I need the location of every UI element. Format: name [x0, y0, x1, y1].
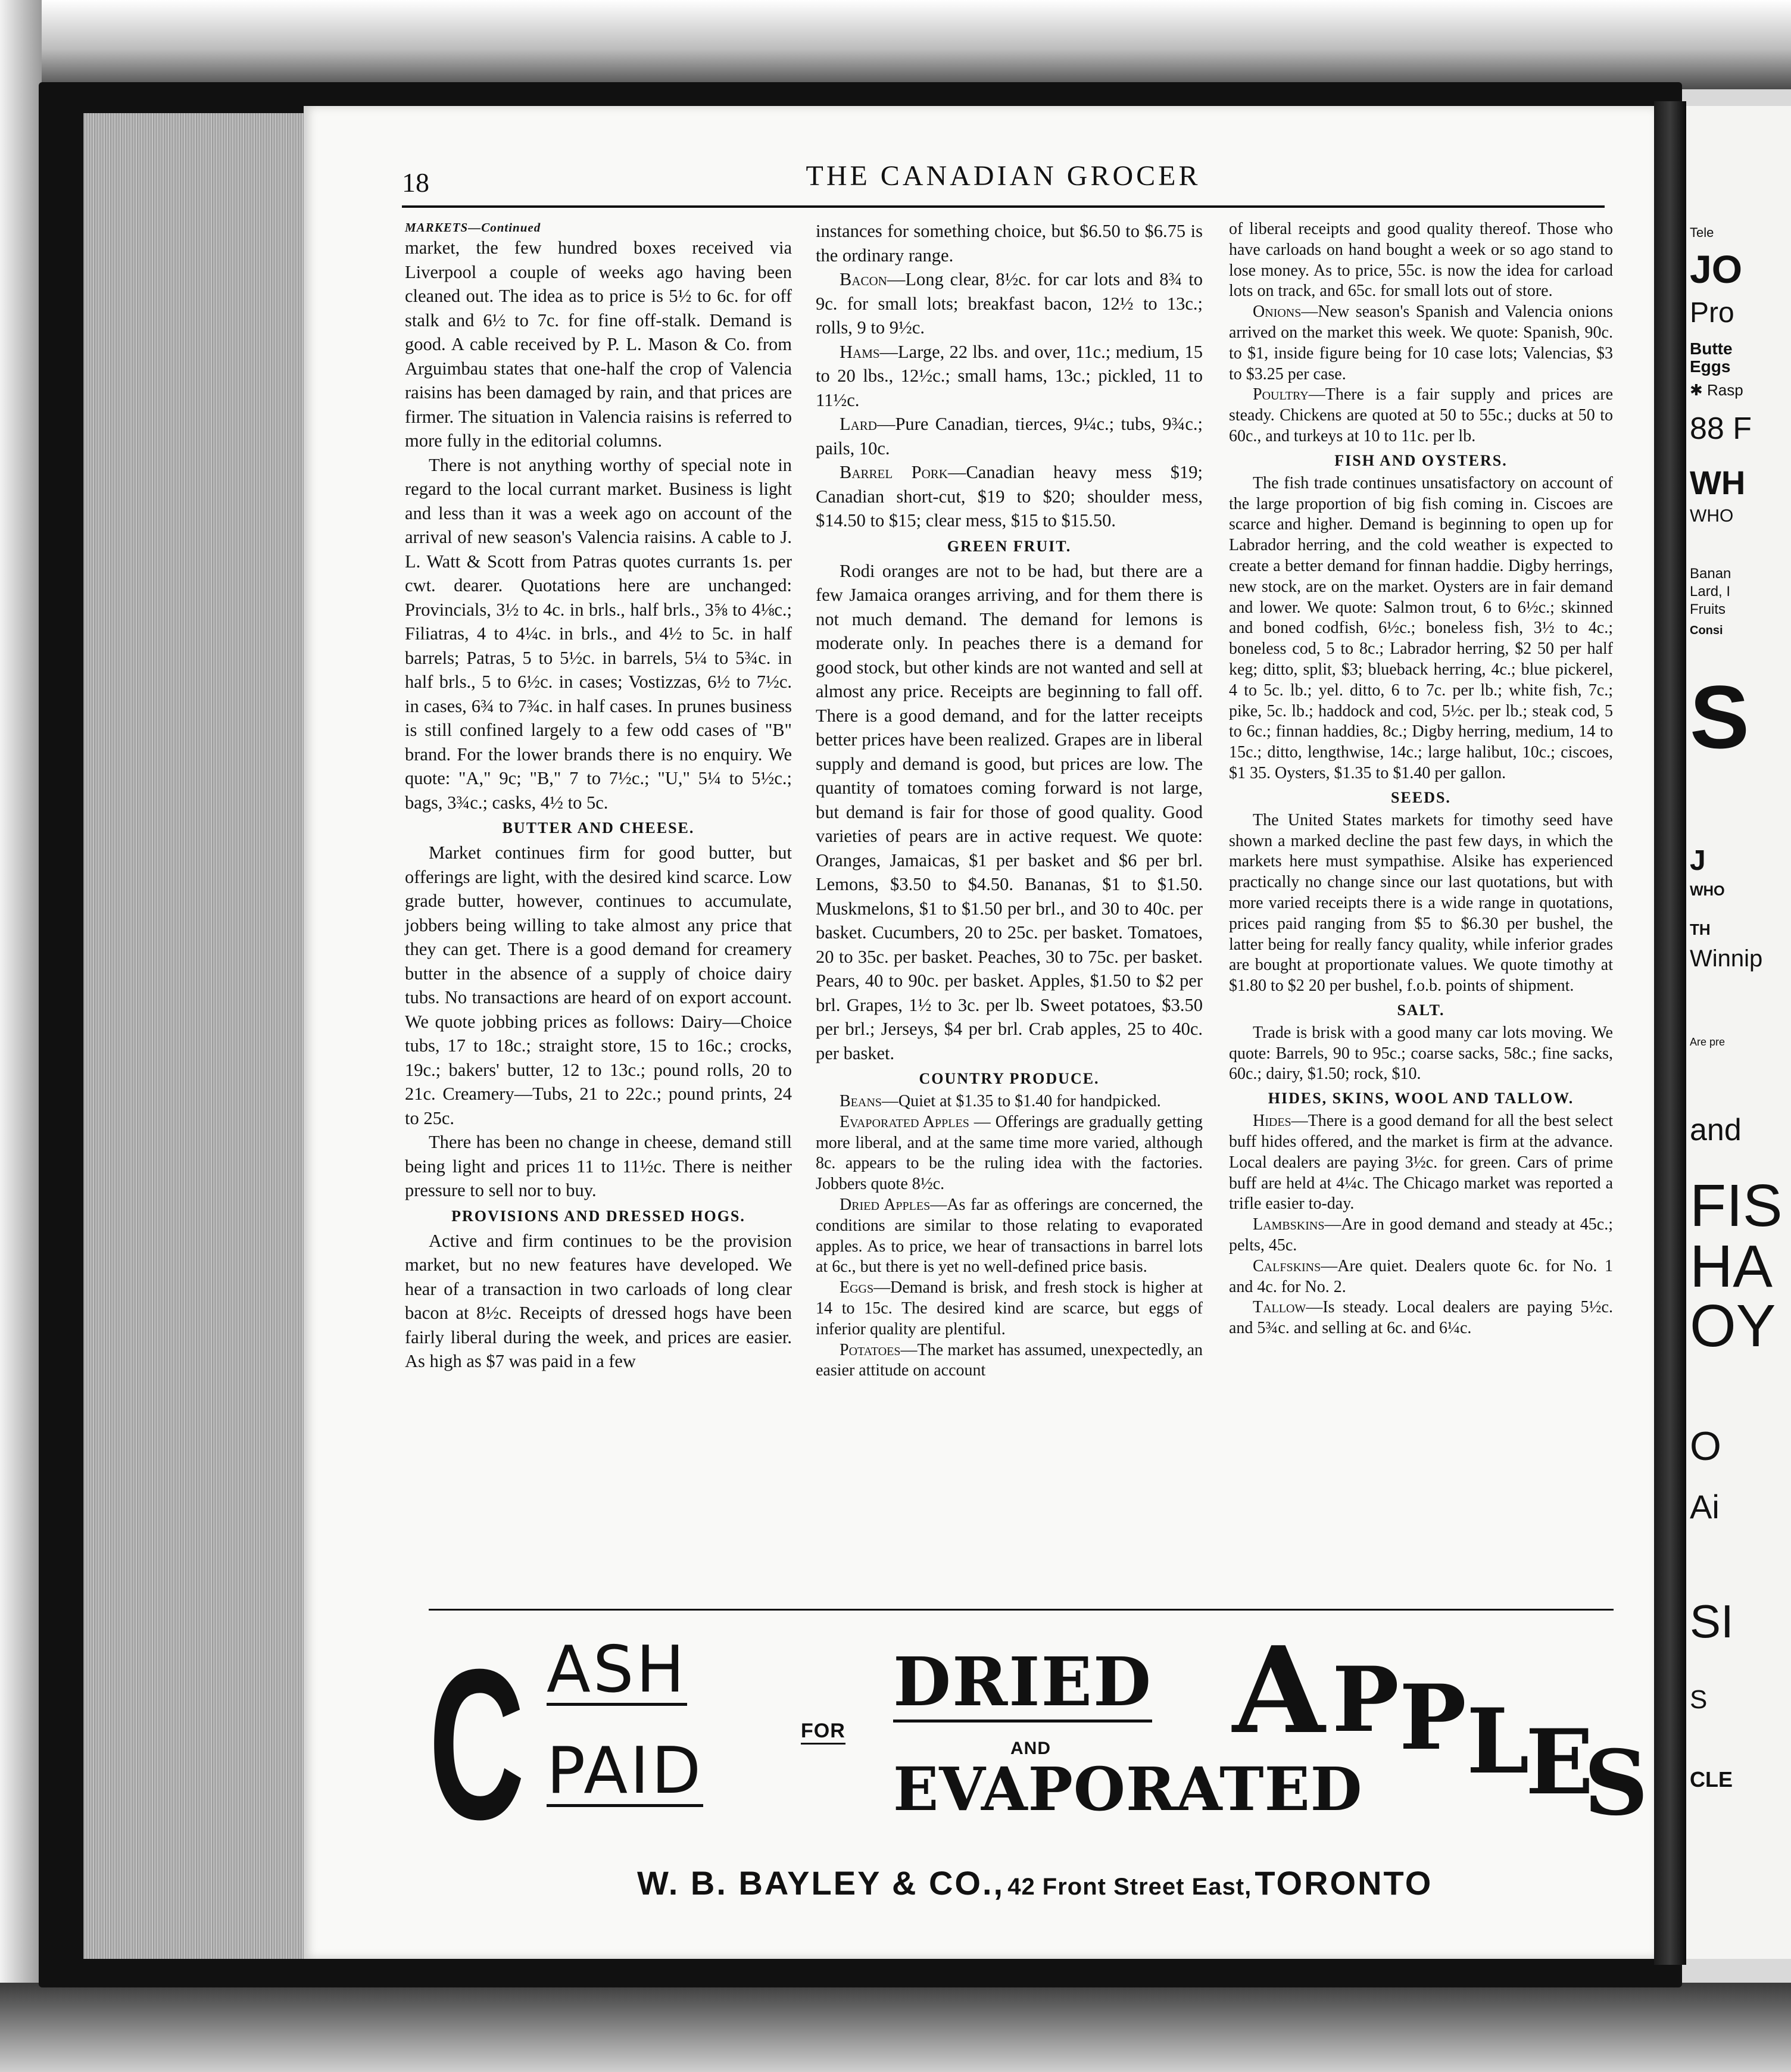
paragraph: Market continues firm for good butter, but offerings are light, with the desired kind scarce. Low grade butter, however, continues to accumulate, jobbers being willing to take almost any price that they can get. There is a good demand for creamery butter in the absence of a supply of choice dairy tubs. No transactions are heard of on export account. We quote jobbing prices as follows: Dairy—Choice tubs, 17 to 18c.; straight store, 15 to 16c.; crocks, 19c.; bakers' butter, 12 to 13c.; pound rolls, 20 to 21c. Creamery—Tubs, 21 to 22c.; pound prints, 24 to 25c. [405, 842, 792, 1128]
item-text: —New season's Spanish and Valencia onions arrived on the market this week. We quote: Spanish, 90c. to $1, inside figure being for 10 case lots; Valencias, $3 to $3.25 per case. [1229, 302, 1613, 383]
markets-continued-label: MARKETS—Continued [405, 220, 541, 235]
item-text: —Quiet at $1.35 to $1.40 for handpicked. [881, 1092, 1161, 1110]
facing-text: Lard, I [1690, 583, 1731, 600]
section-heading: PROVISIONS AND DRESSED HOGS. [451, 1207, 745, 1225]
facing-text: WHO [1690, 883, 1725, 899]
facing-text: Ai [1690, 1488, 1720, 1525]
scan-background-top [0, 0, 1791, 89]
item-label: Poultry [1253, 385, 1309, 404]
facing-text: S [1690, 667, 1750, 767]
ad-initial-letter: C [429, 1625, 525, 1864]
ad-word-for: FOR [801, 1720, 845, 1745]
facing-text: CLE [1690, 1767, 1733, 1792]
item-label: Hams [840, 341, 880, 362]
section-heading: SEEDS. [1391, 788, 1451, 806]
paragraph: Rodi oranges are not to be had, but there are a few Jamaica oranges arriving, and for them there is not much demand. The demand for lemons is moderate only. In peaches there is a demand for good stock, but other kinds are not wanted and sell at almost any price. Receipts are beginning to fall off. There is a good demand, and for the latter receipts better prices have been realized. Grapes are in liberal supply and demand is good, but prices are low. The quantity of tomatoes coming forward is not large, but demand is fair for those of good quality. Good varieties of pears are in active request. We quote: Oranges, Jamaicas, $1 per basket and $6 per brl. Lemons, $3.50 to $4.50. Bananas, $1 to $1.50. Muskmelons, $1 to $1.50 per brl., and 30 to 40c. per basket. Cucumbers, 20 to 25c. per basket. Tomatoes, 20 to 35c. per basket. Peaches, 30 to 75c. per basket. Pears, 40 to 90c. per basket. Apples, $1.50 to $2 per brl. Grapes, 1½ to 3c. per lb. Sweet potatoes, $3.50 per brl.; Jerseys, $4 per brl. Crab apples, 25 to 40c. per basket. [816, 560, 1203, 1063]
book-gutter [1654, 101, 1686, 1965]
facing-text: 88 F [1690, 411, 1752, 446]
item-text: —Pure Canadian, tierces, 9¼c.; tubs, 9¾c.; pails, 10c. [816, 414, 1203, 458]
facing-text: Fruits [1690, 601, 1726, 617]
ad-apples-letter: S [1584, 1731, 1649, 1836]
facing-text: Eggs [1690, 357, 1731, 376]
paragraph [816, 1112, 1203, 1195]
item-text: —Canadian heavy mess $19; Canadian short-cut, $19 to $20; shoulder mess, $14.50 to $15; clear mess, $15 to $15.50. [816, 462, 1203, 531]
facing-text: ✱ Rasp [1690, 381, 1743, 399]
paragraph: instances for something choice, but $6.50 to $6.75 is the ordinary range. [816, 221, 1203, 266]
paragraph: The fish trade continues unsatisfactory on account of the large proportion of big fish coming in. Ciscoes are scarce and higher. Demand is beginning to open up for Labrador herring, and the cold weather is expected to create a better demand for finnan haddie. Digby herrings, new stock, are on the market. Oysters are in fair demand and lower. We quote: Salmon trout, 6 to 6½c.; skinned and boned codfish, 6½c.; boneless fish, 3½ to 4c.; boneless cod, 5 to 8c.; Labrador herring, $2 50 per half keg; ditto, split, $3; blueback herring, 4c.; blue pickerel, 4 to 5c. lb.; yel. ditto, 6 to 7c. per lb.; white fish, 7c.; pike, 5c. lb.; haddock and cod, 5½c. per lb.; steak cod, 5 to 6c.; finnan haddies, 8c.; Digby herring, medium, 14 to 15c.; ditto, lengthwise, 14c.; large halibut, 10c.; ciscoes, $1 35. Oysters, $1.35 to $1.40 per gallon. [1229, 473, 1613, 782]
paragraph [816, 1195, 1203, 1278]
facing-text: HA [1690, 1233, 1773, 1300]
item-text: —Are quiet. Dealers quote 6c. for No. 1 and 4c. for No. 2. [1229, 1256, 1613, 1296]
paragraph [816, 340, 1203, 413]
publication-title: THE CANADIAN GROCER [806, 160, 1201, 192]
item-label: Lard [840, 414, 877, 434]
facing-text: Consi [1690, 624, 1723, 637]
facing-text: J [1690, 845, 1706, 876]
item-label: Onions [1253, 302, 1302, 322]
ad-word-and: AND [1010, 1739, 1051, 1758]
paragraph: There is not anything worthy of special note in regard to the local currant market. Business is light and less than it was a week ago on account of the arrival of new season's Valencia raisins. A cable to J. L. Watt & Scott from Patras quotes currants 1s. per cwt. dearer. Quotations here are unchanged: Provincials, 3½ to 4c. in brls., half brls., 3⅝ to 4⅛c.; Filiatras, 4 to 4¼c. in brls., and 4½ to 5c. in half barrels; Patras, 5 to 5½c. in barrels, 5¼ to 5¾c. in half brls., 5 to 6½c. in cases; Vostizzas, 6½ to 7½c. in cases, 6¾ to 7¾c. in half cases. In prunes business is still confined largely to a few odd cases of "B" brand. For the lower brands there is no enquiry. We quote: "A," 9c; "B," 7 to 7½c.; "U," 5¼ to 5½c.; bags, 3¾c.; casks, 4½ to 5c. [405, 454, 792, 813]
paragraph [1229, 1111, 1613, 1215]
ad-apples-letter: P [1332, 1647, 1399, 1752]
paragraph [816, 460, 1203, 533]
scan-background-left [0, 0, 42, 2072]
ad-city: TORONTO [1255, 1864, 1433, 1902]
ad-word-cash: ASH [547, 1633, 687, 1707]
country-produce-block [816, 1091, 1203, 1381]
item-text: — Offerings are gradually getting more liberal, and at the same time more varied, although 8c. appears to be the ruling idea with the factories. Jobbers quote 8½c. [816, 1112, 1203, 1194]
item-text: —Are in good demand and steady at 45c.; pelts, 45c. [1229, 1215, 1613, 1255]
item-text: —Long clear, 8½c. for car lots and 8¾ to 9c. for small lots; breakfast bacon, 12½ to 13c.; rolls, 9 to 9½c. [816, 269, 1203, 338]
ad-apples-letter: E [1525, 1710, 1594, 1815]
item-label: Beans [840, 1092, 882, 1110]
facing-text: JO [1690, 247, 1743, 291]
ad-firm-name: W. B. BAYLEY & CO., [637, 1864, 1005, 1902]
facing-text: WHO [1690, 506, 1734, 526]
facing-text: TH [1690, 920, 1711, 938]
section-heading: GREEN FRUIT. [947, 537, 1072, 555]
paragraph: Trade is brisk with a good many car lots moving. We quote: Barrels, 90 to 95c.; coarse sacks, 58c.; fine sacks, 60c.; dairy, $1.50; rock, $10. [1229, 1023, 1613, 1084]
item-label: Barrel Pork [840, 462, 948, 482]
ad-word-evaporated: EVAPORATED [893, 1754, 1363, 1824]
facing-page-fragment [1686, 106, 1791, 1959]
paragraph [816, 1340, 1203, 1382]
item-label: Lambskins [1253, 1215, 1325, 1234]
paragraph [816, 1278, 1203, 1340]
item-text: —Is steady. Local dealers are paying 5½c. and 5¾c. and selling at 6c. and 6¼c. [1229, 1298, 1613, 1338]
paragraph [816, 412, 1203, 460]
ad-word-paid: PAID [547, 1734, 704, 1808]
paragraph [816, 1091, 1203, 1112]
facing-text: Pro [1690, 297, 1734, 329]
item-label: Calfskins [1253, 1256, 1321, 1275]
paragraph [1229, 1256, 1613, 1298]
page-number: 18 [402, 167, 429, 198]
page-header [402, 156, 1605, 204]
facing-text: Banan [1690, 566, 1731, 582]
facing-text: O [1690, 1424, 1721, 1469]
ad-apples-letter: P [1399, 1665, 1467, 1770]
facing-text: S [1690, 1685, 1708, 1714]
item-label: Eggs [840, 1278, 874, 1297]
paragraph: There has been no change in cheese, demand still being light and prices 11 to 11½c. There is neither pressure to sell nor to buy. [405, 1132, 792, 1200]
facing-text: WH [1690, 464, 1746, 501]
ad-address: 42 Front Street East, [1007, 1874, 1252, 1900]
header-rule [402, 205, 1605, 208]
item-text: —Large, 22 lbs. and over, 11c.; medium, 15 to 20 lbs., 12½c.; small hams, 13c.; pickled, 11 to 11½c. [816, 341, 1203, 410]
item-label: Potatoes [840, 1340, 901, 1359]
facing-text: OY [1690, 1293, 1776, 1359]
item-label: Dried Apples [840, 1195, 931, 1214]
paragraph [1229, 1297, 1613, 1339]
paragraph: Active and firm continues to be the provision market, but no new features have developed. We hear of a transaction in two carloads of long clear bacon at 8½c. Receipts of dressed hogs have been fairly liberal during the week, and prices are easier. As high as $7 was paid in a few [405, 1230, 792, 1371]
item-text: —There is a good demand for all the best select buff hides offered, and the market is firm at the advance. Local dealers are paying 3½c. for green. Cars of prime buff are held at 4¼c. The Chicago market was reported a trifle easier to-day. [1229, 1112, 1613, 1213]
column-3 [1229, 219, 1613, 1339]
facing-text: Are pre [1690, 1036, 1726, 1048]
advertisement-rule [429, 1609, 1614, 1611]
ad-word-dried: DRIED [893, 1643, 1153, 1721]
item-text: —As far as offerings are concerned, the conditions are similar to those relating to evaporated apples. As to price, we hear of transactions in barrel lots at 6c., but there is yet no well-defined price basis. [816, 1195, 1203, 1277]
facing-text: Winnip [1690, 945, 1763, 972]
facing-text: and [1690, 1113, 1742, 1147]
paragraph [1229, 302, 1613, 385]
ad-apples-letter: L [1467, 1689, 1530, 1794]
section-heading: SALT. [1397, 1001, 1445, 1019]
item-label: Tallow [1253, 1298, 1306, 1317]
paragraph: market, the few hundred boxes received via Liverpool a couple of weeks ago having been cleaned out. The idea as to price is 5½ to 6c. for off stalk and 6½ to 7c. for fine off-stalk. Demand is good. A cable received by P. L. Mason & Co. from Arguimbau states that one-half the crop of Valencia raisins has been damaged by rain, and that prices are firmer. The situation in Valencia raisins is referred to more fully in the editorial columns. [405, 238, 792, 451]
item-label: Bacon [840, 269, 887, 289]
paragraph: of liberal receipts and good quality thereof. Those who have carloads on hand bought a week or so ago stand to lose money. As to price, 55c. is now the idea for carload lots on track, and 65c. for small lots out of store. [1229, 220, 1613, 301]
ad-apples-letter: A [1233, 1621, 1325, 1761]
section-heading: FISH AND OYSTERS. [1334, 451, 1508, 469]
item-label: Evaporated Apples [840, 1112, 969, 1131]
facing-text: FIS [1690, 1172, 1783, 1239]
facing-text: SI [1690, 1595, 1734, 1647]
column-1 [405, 219, 792, 1374]
paragraph [1229, 385, 1613, 447]
paragraph [1229, 1215, 1613, 1256]
page-edges [83, 113, 305, 1959]
scan-background-bottom [0, 1983, 1791, 2072]
item-text: —There is a fair supply and prices are steady. Chickens are quoted at 50 to 55c.; ducks at 50 to 60c., and turkeys at 10 to 11c. per lb. [1229, 385, 1613, 445]
paragraph: The United States markets for timothy seed have shown a marked decline the past few days, in which the markets here must sympathise. Alsike has experienced practically no change since our last quotations, but with more varied receipts there is a wide range in quotations, prices paid ranging from $5 to $6.30 per bushel, the latter being for really fancy quality, while inferior grades are bought at proportionate values. We quote timothy at $1.80 to $2 20 per bushel, f.o.b. points of shipment. [1229, 810, 1613, 996]
ad-footer [637, 1864, 1433, 1902]
paragraph [816, 267, 1203, 340]
advertisement [417, 1614, 1649, 1902]
item-label: Hides [1253, 1112, 1291, 1131]
item-text: —Demand is brisk, and fresh stock is higher at 14 to 15c. The desired kind are scarce, but eggs of inferior quality are plentiful. [816, 1278, 1203, 1338]
column-2 [816, 219, 1203, 1381]
section-heading: COUNTRY PRODUCE. [919, 1070, 1100, 1087]
item-text: —The market has assumed, unexpectedly, an easier attitude on account [816, 1340, 1203, 1380]
facing-text: Tele [1690, 225, 1714, 240]
section-heading: HIDES, SKINS, WOOL AND TALLOW. [1268, 1090, 1574, 1107]
section-heading: BUTTER AND CHEESE. [502, 819, 695, 837]
facing-text: Butte [1690, 339, 1733, 358]
